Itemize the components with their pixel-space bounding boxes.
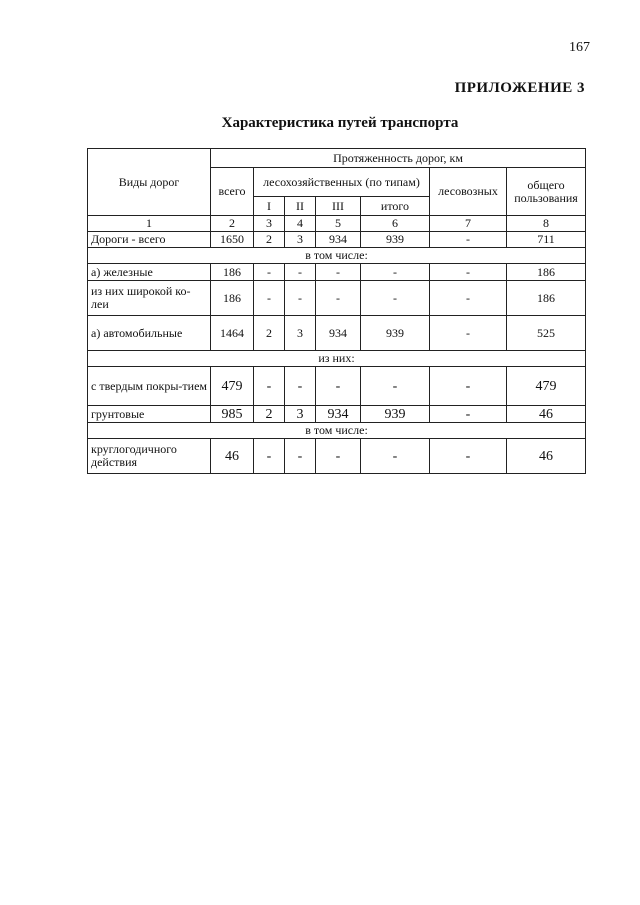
- road-type-label: грунтовые: [88, 406, 211, 423]
- value-cell: -: [361, 439, 430, 474]
- value-cell: 2: [254, 406, 285, 423]
- value-cell: 711: [507, 232, 586, 248]
- column-number: 4: [285, 216, 316, 232]
- value-cell: -: [430, 367, 507, 406]
- column-number: 1: [88, 216, 211, 232]
- value-cell: -: [361, 264, 430, 281]
- value-cell: -: [430, 316, 507, 351]
- section-label: из них:: [88, 351, 586, 367]
- column-number: 6: [361, 216, 430, 232]
- value-cell: -: [254, 264, 285, 281]
- value-cell: 525: [507, 316, 586, 351]
- value-cell: 479: [211, 367, 254, 406]
- value-cell: 186: [211, 281, 254, 316]
- column-number: 5: [316, 216, 361, 232]
- value-cell: 1464: [211, 316, 254, 351]
- header-type-2: II: [285, 197, 316, 216]
- road-type-label: из них широкой ко-леи: [88, 281, 211, 316]
- appendix-heading: ПРИЛОЖЕНИЕ 3: [454, 80, 585, 96]
- value-cell: -: [254, 367, 285, 406]
- value-cell: 46: [507, 439, 586, 474]
- road-type-label: Дороги - всего: [88, 232, 211, 248]
- header-road-types: Виды дорог: [88, 149, 211, 216]
- value-cell: 3: [285, 316, 316, 351]
- value-cell: 939: [361, 232, 430, 248]
- value-cell: -: [254, 439, 285, 474]
- column-number-row: [88, 216, 586, 232]
- header-logging: лесовозных: [430, 168, 507, 216]
- table-row: [88, 406, 586, 423]
- value-cell: -: [316, 281, 361, 316]
- road-type-label: с твердым покры-тием: [88, 367, 211, 406]
- transport-roads-table: [87, 148, 586, 474]
- road-type-label: а) железные: [88, 264, 211, 281]
- header-forestry: лесохозяйственных (по типам): [254, 168, 430, 197]
- header-type-3: III: [316, 197, 361, 216]
- value-cell: 46: [211, 439, 254, 474]
- value-cell: 939: [361, 406, 430, 423]
- value-cell: -: [285, 281, 316, 316]
- header-subtotal: итого: [361, 197, 430, 216]
- value-cell: -: [316, 367, 361, 406]
- road-type-label: круглогодичного действия: [88, 439, 211, 474]
- value-cell: -: [430, 439, 507, 474]
- column-number: 3: [254, 216, 285, 232]
- column-number: 7: [430, 216, 507, 232]
- section-label: в том числе:: [88, 423, 586, 439]
- header-type-1: I: [254, 197, 285, 216]
- value-cell: 934: [316, 316, 361, 351]
- document-title: Характеристика путей транспорта: [221, 115, 459, 131]
- table-row: [88, 281, 586, 316]
- header-length: Протяженность дорог, км: [211, 149, 586, 168]
- table-section-row: [88, 423, 586, 439]
- value-cell: -: [254, 281, 285, 316]
- value-cell: -: [430, 232, 507, 248]
- table-section-row: [88, 351, 586, 367]
- value-cell: 186: [507, 281, 586, 316]
- value-cell: -: [285, 439, 316, 474]
- table-row: [88, 439, 586, 474]
- value-cell: 1650: [211, 232, 254, 248]
- table-row: [88, 367, 586, 406]
- table-row: [88, 264, 586, 281]
- value-cell: 934: [316, 406, 361, 423]
- section-label: в том числе:: [88, 248, 586, 264]
- value-cell: 3: [285, 232, 316, 248]
- column-number: 8: [507, 216, 586, 232]
- value-cell: 2: [254, 232, 285, 248]
- value-cell: -: [430, 281, 507, 316]
- column-number: 2: [211, 216, 254, 232]
- value-cell: 479: [507, 367, 586, 406]
- value-cell: -: [361, 281, 430, 316]
- header-public: общего пользования: [507, 168, 586, 216]
- value-cell: 3: [285, 406, 316, 423]
- value-cell: 2: [254, 316, 285, 351]
- value-cell: 985: [211, 406, 254, 423]
- page-number: 167: [569, 40, 590, 55]
- table-section-row: [88, 248, 586, 264]
- value-cell: 46: [507, 406, 586, 423]
- value-cell: -: [430, 406, 507, 423]
- value-cell: 186: [211, 264, 254, 281]
- value-cell: -: [316, 264, 361, 281]
- value-cell: 934: [316, 232, 361, 248]
- value-cell: -: [361, 367, 430, 406]
- value-cell: -: [285, 367, 316, 406]
- value-cell: 186: [507, 264, 586, 281]
- value-cell: 939: [361, 316, 430, 351]
- header-total: всего: [211, 168, 254, 216]
- road-type-label: а) автомобильные: [88, 316, 211, 351]
- table-row: [88, 316, 586, 351]
- table-row: [88, 232, 586, 248]
- value-cell: -: [285, 264, 316, 281]
- value-cell: -: [430, 264, 507, 281]
- value-cell: -: [316, 439, 361, 474]
